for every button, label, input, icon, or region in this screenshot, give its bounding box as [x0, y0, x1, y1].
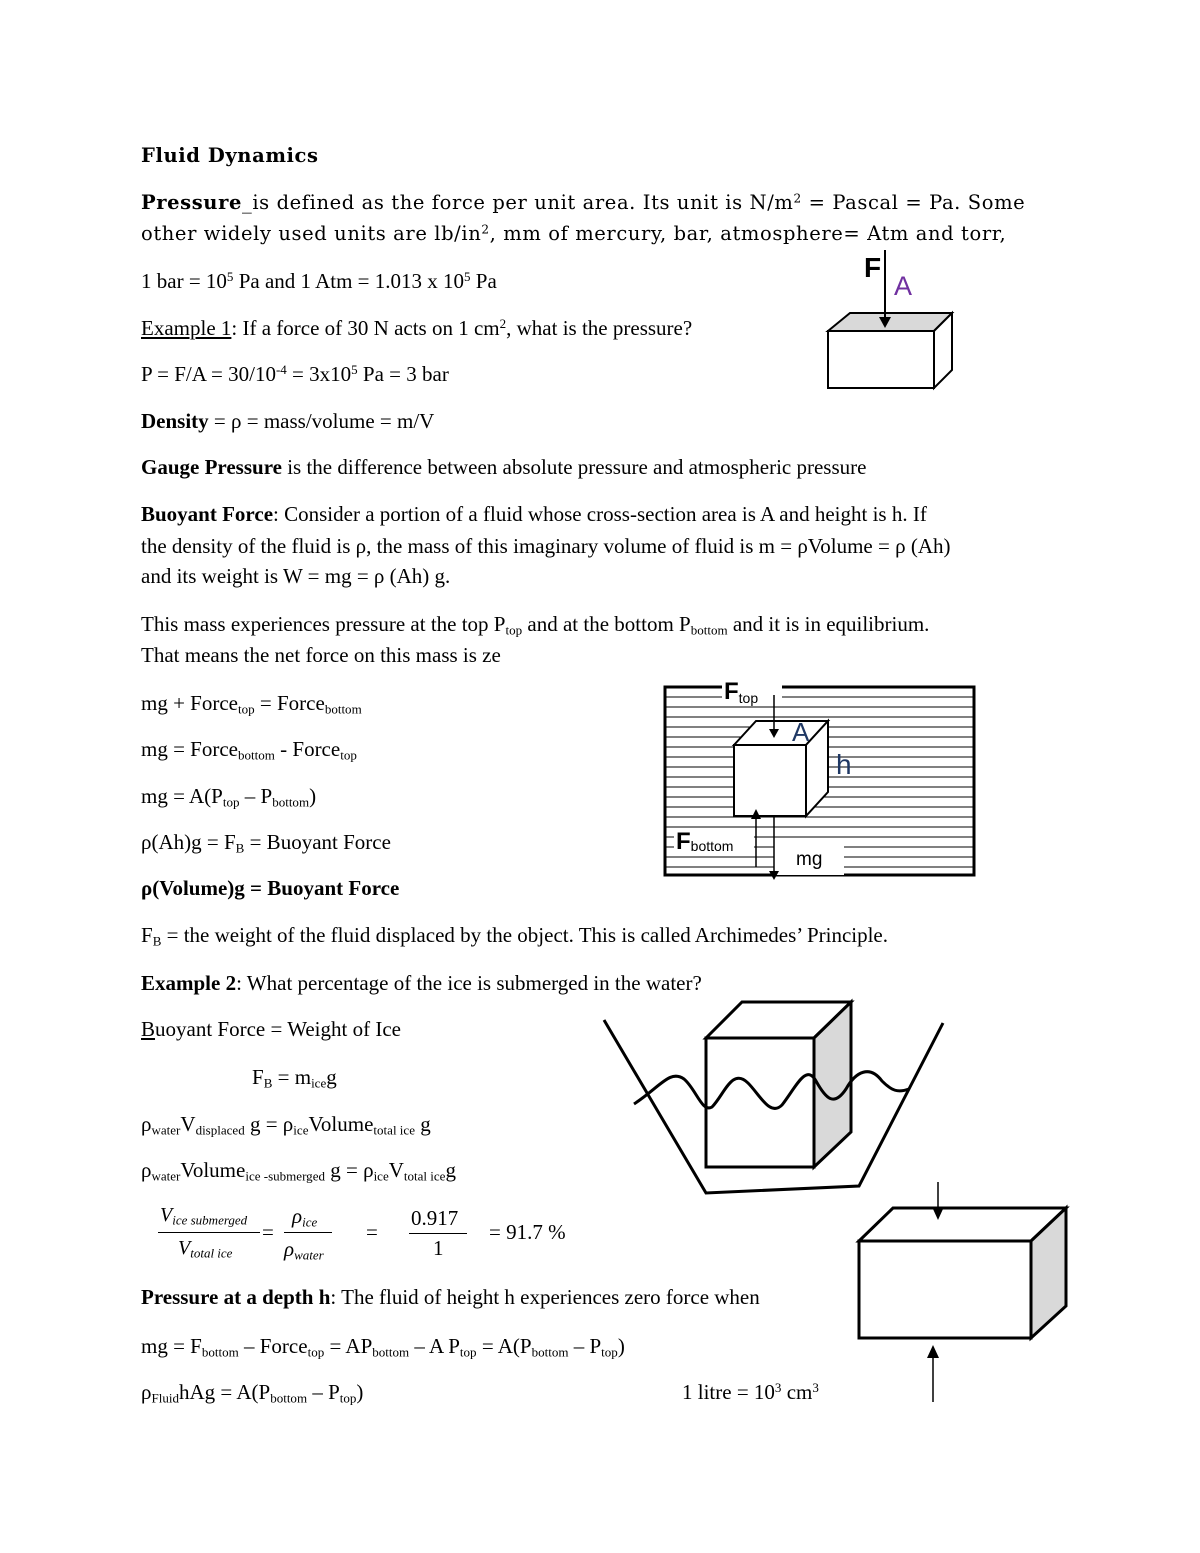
depth-box-figure	[855, 1180, 1075, 1405]
pressure-term: Pressure	[141, 191, 242, 214]
example1-label: Example 1	[141, 316, 232, 340]
d1-d: – A P	[409, 1334, 460, 1358]
ice-figure	[600, 995, 950, 1200]
eq-a: This mass experiences pressure at the top P	[141, 612, 506, 636]
e1-sub2: bottom	[324, 701, 362, 717]
litre-line	[682, 1378, 819, 1406]
units-text-b: , mm of mercury, bar, atmosphere= Atm and torr,	[489, 222, 1007, 245]
r2-sub2: ice -submerged	[245, 1168, 325, 1184]
gauge-text: is the difference between absolute pressure and atmospheric pressure	[281, 455, 867, 479]
example2-rho-2	[141, 1156, 456, 1184]
buoyant-line-3: and its weight is W = mg = ρ (Ah) g.	[141, 564, 451, 588]
d2-c: – P	[307, 1380, 340, 1404]
d2-sub1: Fluid	[151, 1390, 179, 1406]
d2-sub3: top	[339, 1390, 357, 1406]
r1-sub3: ice	[293, 1122, 309, 1138]
depth-text: : The fluid of height h experiences zero force when	[330, 1285, 760, 1309]
equation-3	[141, 782, 316, 810]
bf-first: B	[141, 1017, 156, 1041]
example2-rho-1	[141, 1110, 431, 1138]
calc-a: P = F/A = 30/10	[141, 362, 276, 386]
e2-a: mg = Force	[141, 737, 238, 761]
d1-g: )	[617, 1334, 625, 1358]
r1-a: ρ	[141, 1112, 152, 1136]
e3-a: mg = A(P	[141, 784, 223, 808]
eq-sub-bottom: bottom	[690, 622, 728, 638]
calc-sup1: -4	[275, 361, 287, 377]
pressure-def-b: = Pascal = Pa. Some	[801, 191, 1026, 214]
bottom-force-arrow-head	[927, 1345, 939, 1358]
eq-c: and it is in equilibrium.	[727, 612, 930, 636]
d1-e: = A(P	[476, 1334, 532, 1358]
depth-eq-1	[141, 1332, 625, 1360]
fig2-fbottom: Fbottom	[676, 828, 734, 855]
r2-sub1: water	[151, 1168, 181, 1184]
fb-b: = m	[272, 1065, 312, 1089]
fb-c: g	[326, 1065, 337, 1089]
litre-sup: 3	[774, 1379, 782, 1395]
d2-sub2: bottom	[270, 1390, 308, 1406]
e6-b: = the weight of the fluid displaced by the object. This is called Archimedes’ Principle.	[161, 923, 889, 947]
example1-text-b: , what is the pressure?	[506, 316, 693, 340]
fb-a: F	[252, 1065, 264, 1089]
example1-text-a: : If a force of 30 N acts on 1 cm	[231, 316, 500, 340]
example2-bf	[141, 1015, 401, 1043]
r1-b: V	[180, 1112, 196, 1136]
r2-d: V	[388, 1158, 404, 1182]
eq-sub-top: top	[505, 622, 523, 638]
d1-sub3: bottom	[372, 1344, 410, 1360]
d2-a: ρ	[141, 1380, 152, 1404]
equilibrium-line-1	[141, 610, 929, 638]
fb-sub1: B	[263, 1075, 273, 1091]
pressure-box-figure	[820, 245, 965, 395]
gauge-term: Gauge Pressure	[141, 455, 282, 479]
d2-d: )	[356, 1380, 364, 1404]
e2-b: - Force	[274, 737, 341, 761]
pressure-line-2	[141, 220, 1006, 248]
equilibrium-line-2: That means the net force on this mass is ze	[141, 643, 501, 667]
litre-a: 1 litre = 10	[682, 1380, 775, 1404]
e3-b: – P	[239, 784, 273, 808]
r2-c: g = ρ	[324, 1158, 374, 1182]
fig2-label-a: A	[792, 717, 810, 747]
pressure-underscore: _	[241, 191, 253, 214]
cube-front	[734, 745, 806, 816]
depth-box-front	[859, 1241, 1031, 1338]
frac-v-den: $V_{total ice}$	[178, 1237, 233, 1261]
e1-a: mg + Force	[141, 691, 238, 715]
example1-calc	[141, 360, 449, 388]
density-line	[141, 407, 434, 435]
bar-a: 1 bar = 10	[141, 269, 227, 293]
bar-sup2: 5	[464, 268, 471, 284]
e4-a: ρ(Ah)g = F	[141, 830, 236, 854]
e3-sub1: top	[222, 794, 240, 810]
equation-2	[141, 735, 357, 763]
d1-sub4: top	[459, 1344, 477, 1360]
density-text: = ρ = mass/volume = m/V	[208, 409, 435, 433]
r1-sub1: water	[151, 1122, 181, 1138]
example2-fb	[252, 1063, 337, 1091]
ice-front	[706, 1038, 814, 1167]
buoyancy-figure	[662, 675, 980, 885]
r1-sub2: displaced	[195, 1122, 245, 1138]
d1-sub6: top	[601, 1344, 618, 1360]
d1-a: mg = F	[141, 1334, 202, 1358]
d1-sub5: bottom	[531, 1344, 569, 1360]
depth-eq-2	[141, 1378, 363, 1406]
example2-question	[141, 969, 702, 997]
equation-4	[141, 828, 391, 856]
equation-1	[141, 689, 362, 717]
frac-den: 1	[433, 1236, 444, 1260]
frac-result: = 91.7 %	[489, 1220, 566, 1244]
buoyant-text-1: : Consider a portion of a fluid whose cross-section area is A and height is h. If	[273, 502, 927, 526]
buoyant-term: Buoyant Force	[141, 502, 274, 526]
frac-rho-num: $\rho_{ice}$	[292, 1204, 318, 1230]
frac-num: 0.917	[411, 1206, 459, 1230]
r2-sub4: total ice	[403, 1168, 446, 1184]
gauge-line	[141, 453, 866, 481]
frac-equals-2: =	[366, 1220, 378, 1244]
units-sup: 2	[481, 222, 490, 237]
d1-sub1: bottom	[201, 1344, 239, 1360]
eq-b: and at the bottom P	[522, 612, 691, 636]
page-title: Fluid Dynamics	[141, 144, 319, 167]
bar-b: Pa and 1 Atm = 1.013 x 10	[233, 269, 465, 293]
r1-e: g	[414, 1112, 431, 1136]
fig2-label-h: h	[836, 749, 852, 780]
r2-e: g	[445, 1158, 456, 1182]
e1-sub1: top	[238, 701, 255, 717]
fb-sub2: ice	[311, 1075, 327, 1091]
d2-b: hAg = A(P	[178, 1380, 271, 1404]
pressure-def-sup: 2	[793, 191, 802, 206]
e6-sub: B	[152, 933, 162, 949]
box-front-face	[828, 331, 934, 388]
r1-d: Volume	[308, 1112, 374, 1136]
e2-sub2: top	[340, 747, 357, 763]
e3-c: )	[309, 784, 317, 808]
d1-c: = AP	[324, 1334, 373, 1358]
d1-b: – Force	[238, 1334, 308, 1358]
frac-line-3	[409, 1233, 467, 1234]
frac-rho-den: $\rho_{water}$	[284, 1237, 324, 1263]
pressure-def: is defined as the force per unit area. Its unit is N/m	[252, 191, 794, 214]
calc-b: = 3x10	[286, 362, 352, 386]
example2-label: Example 2	[141, 971, 237, 995]
e3-sub2: bottom	[272, 794, 310, 810]
pressure-line-1	[141, 189, 1025, 217]
buoyant-line-1	[141, 500, 927, 528]
bar-sup1: 5	[226, 268, 234, 284]
r2-a: ρ	[141, 1158, 152, 1182]
depth-term: Pressure at a depth h	[141, 1285, 331, 1309]
units-text: other widely used units are lb/in	[141, 222, 482, 245]
equation-5: ρ(Volume)g = Buoyant Force	[141, 876, 400, 900]
fig2-ftop: Ftop	[724, 678, 759, 706]
litre-sup2: 3	[812, 1379, 819, 1395]
d1-f: – P	[568, 1334, 602, 1358]
r1-sub4: total ice	[373, 1122, 415, 1138]
e6-a: F	[141, 923, 153, 947]
box-top-face	[828, 313, 952, 331]
example1-question	[141, 314, 692, 342]
frac-equals-1: =	[262, 1220, 274, 1244]
fig1-label-f: F	[864, 252, 882, 283]
archimedes-line	[141, 921, 888, 949]
depth-line	[141, 1283, 760, 1311]
fig1-label-a: A	[894, 271, 913, 301]
frac-v-num: $V_{ice submerged}$	[160, 1204, 248, 1228]
e4-sub: B	[235, 840, 245, 856]
r1-c: g = ρ	[244, 1112, 294, 1136]
bf-rest: uoyant Force = Weight of Ice	[155, 1017, 401, 1041]
litre-b: cm	[781, 1380, 813, 1404]
fig2-mg: mg	[796, 849, 823, 870]
example1-sup: 2	[499, 315, 507, 331]
buoyant-line-2: the density of the fluid is ρ, the mass of this imaginary volume of fluid is m = ρVolume = ρ (Ah)	[141, 534, 951, 558]
e4-b: = Buoyant Force	[244, 830, 391, 854]
r2-b: Volume	[180, 1158, 246, 1182]
calc-sup2: 5	[351, 361, 358, 377]
d1-sub2: top	[307, 1344, 325, 1360]
frac-line-1	[158, 1232, 260, 1233]
example2-text: : What percentage of the ice is submerged in the water?	[236, 971, 702, 995]
r2-sub3: ice	[373, 1168, 389, 1184]
e1-b: = Force	[254, 691, 325, 715]
bar-c: Pa	[470, 269, 497, 293]
frac-line-2	[284, 1232, 332, 1233]
e2-sub1: bottom	[238, 747, 275, 763]
density-term: Density	[141, 409, 209, 433]
calc-c: Pa = 3 bar	[357, 362, 449, 386]
bar-line	[141, 267, 497, 295]
